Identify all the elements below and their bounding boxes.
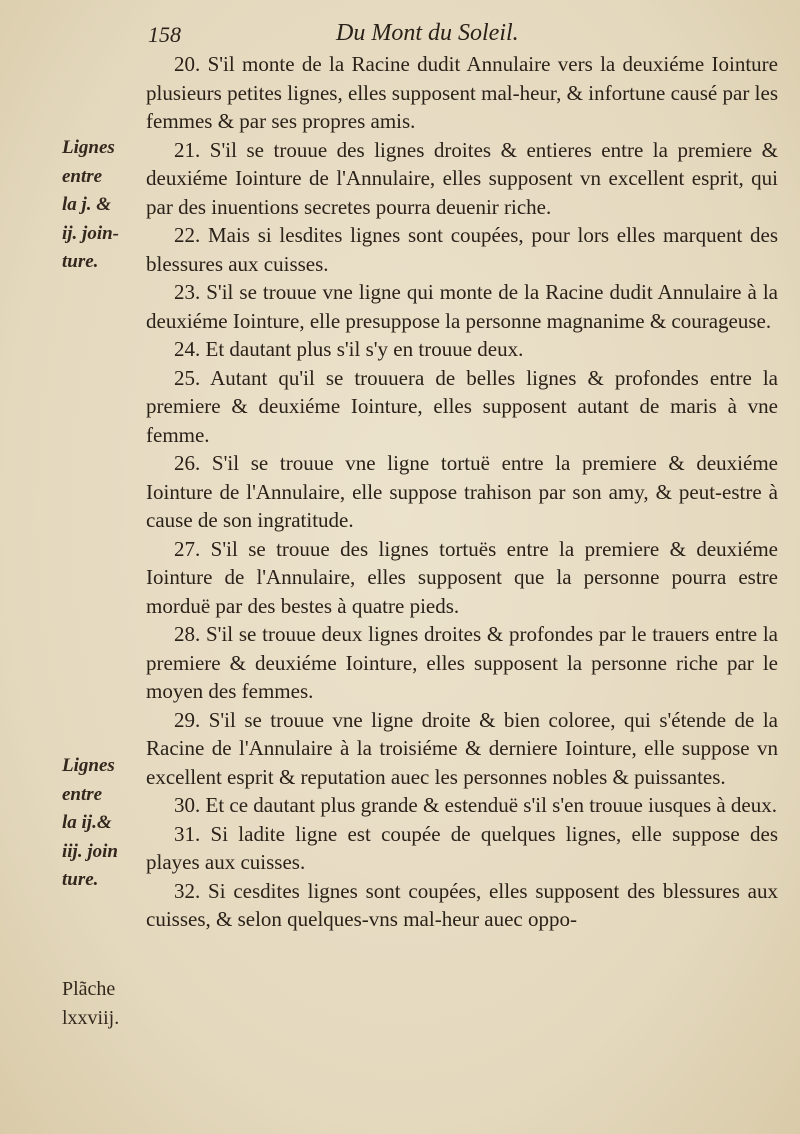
paragraph-23: 23. S'il se trouue vne ligne qui monte de la Racine dudit Annulaire à la deuxiéme Iointure, elle presuppose la personne magnanime & courageuse.: [146, 280, 778, 333]
margin-note-line: entre: [62, 783, 103, 805]
page-header: [148, 18, 778, 50]
paragraph-29: 29. S'il se trouue vne ligne droite & bien coloree, qui s'étende de la Racine de l'Annulaire à la troisiéme & derniere Iointure, elle suppose vn excellent esprit & reputation auec les personnes nobles & puissantes.: [146, 707, 778, 789]
margin-note-second-joint: [62, 752, 144, 895]
margin-note-line: iij. join: [62, 840, 118, 862]
margin-note-line: ture.: [62, 869, 99, 890]
paragraph-31: 31. Si ladite ligne est coupée de quelques lignes, elle suppose des playes aux cuisses.: [146, 821, 778, 874]
paragraph-21: 21. S'il se trouue des lignes droites & entieres entre la premiere & deuxiéme Iointure de l'Annulaire, elles supposent vn excellent esprit, qui par des inuentions secretes pourra deuenir riche.: [146, 137, 778, 219]
running-title: Du Mont du Soleil.: [336, 20, 519, 46]
margin-note-line: ij. join-: [62, 222, 120, 244]
margin-note-line: entre: [62, 165, 103, 187]
body-text: [146, 50, 778, 934]
paragraph-26: 26. S'il se trouue vne ligne tortuë entre la premiere & deuxiéme Iointure de l'Annulaire, elle suppose trahison par son amy, & peut-estre à cause de son ingratitude.: [146, 451, 778, 532]
paragraph-22: 22. Mais si lesdites lignes sont coupées, pour lors elles marquent des blessures aux cuisses.: [146, 223, 778, 276]
plate-reference: [62, 975, 144, 1032]
margin-note-first-joint: [62, 134, 144, 277]
margin-note-line: ture.: [62, 251, 99, 272]
paragraph-27: 27. S'il se trouue des lignes tortuës entre la premiere & deuxiéme Iointure de l'Annulaire, elles supposent que la personne pourra estre morduë par des bestes à quatre pieds.: [146, 536, 778, 618]
margin-note-line: la ij.&: [62, 812, 112, 833]
paragraph-25: 25. Autant qu'il se trouuera de belles lignes & profondes entre la premiere & deuxiéme Iointure, elles supposent autant de maris à vne femme.: [146, 365, 778, 447]
paragraph-28: 28. S'il se trouue deux lignes droites & profondes par le trauers entre la premiere & deuxiéme Iointure, elles supposent la personne riche par le moyen des femmes.: [146, 622, 778, 703]
paragraph-20: 20. S'il monte de la Racine dudit Annulaire vers la deuxiéme Iointure plusieurs petites lignes, elles supposent mal-heur, & infortune causé par les femmes & par ses propres amis.: [146, 52, 778, 133]
plate-label: Plãche: [62, 978, 116, 1000]
paragraph-24: 24. Et dautant plus s'il s'y en trouue deux.: [174, 337, 524, 361]
page-number: 158: [148, 22, 181, 47]
margin-note-line: Lignes: [62, 755, 115, 776]
margin-note-line: la j. &: [62, 194, 112, 215]
paragraph-32: 32. Si cesdites lignes sont coupées, elles supposent des blessures aux cuisses, & selon quelques-vns mal-heur auec oppo-: [146, 878, 778, 931]
plate-number: lxxviij.: [62, 1006, 120, 1029]
margin-note-line: Lignes: [62, 137, 115, 158]
paragraph-30: 30. Et ce dautant plus grande & estenduë s'il s'en trouue iusques à deux.: [174, 793, 778, 817]
